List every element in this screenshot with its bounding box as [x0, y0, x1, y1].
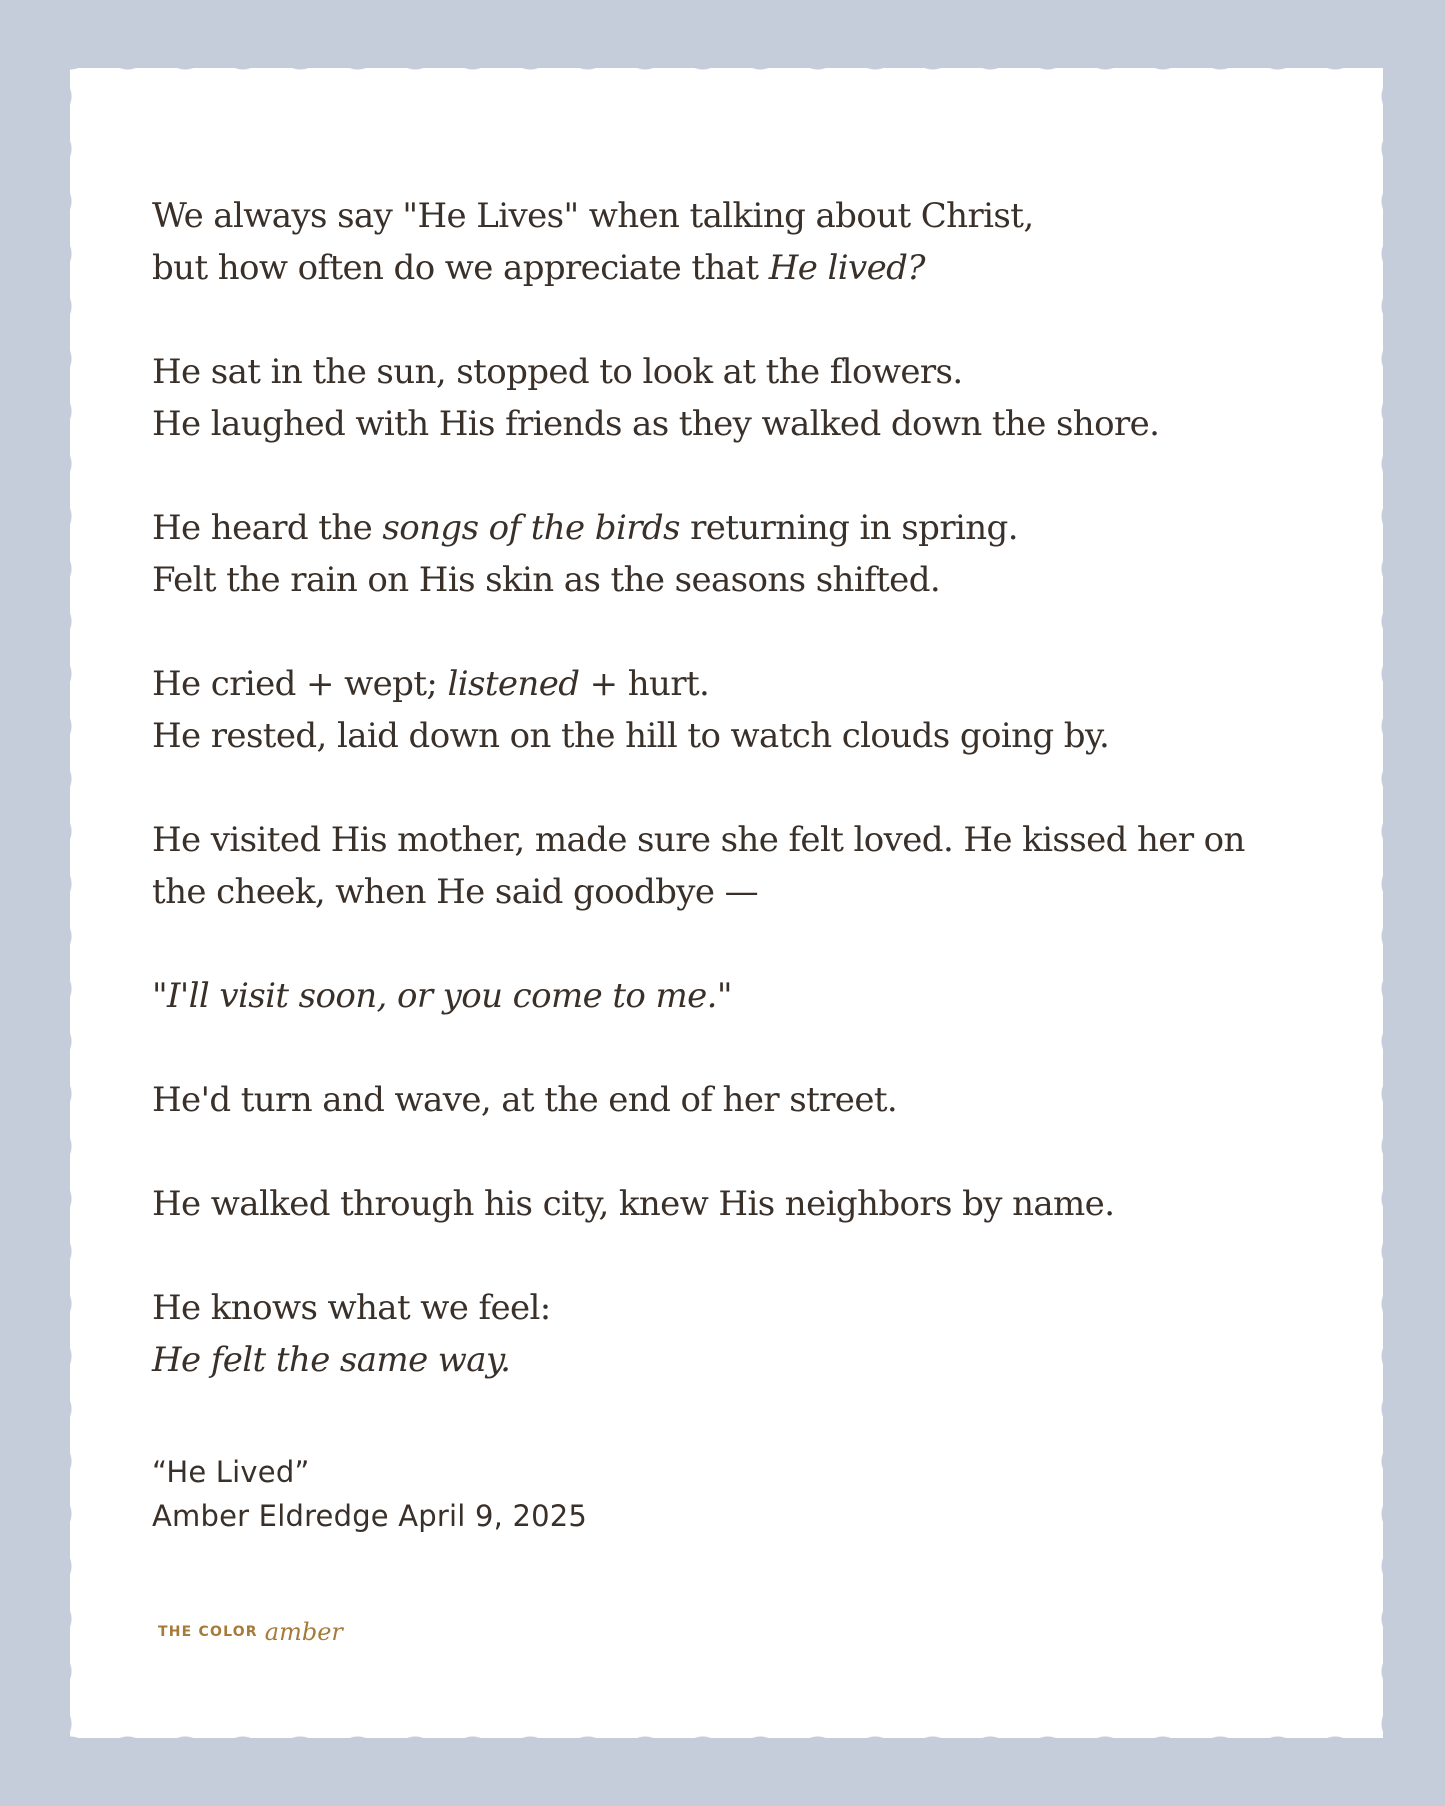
poem-text: He heard the — [152, 508, 383, 548]
poem-line: We always say "He Lives" when talking about Christ, — [152, 196, 1034, 236]
poem-line — [152, 658, 1292, 710]
poem-line: He rested, laid down on the hill to watch clouds going by. — [152, 716, 1110, 756]
poem-emphasis: He lived? — [768, 248, 925, 288]
poem-line: He sat in the sun, stopped to look at the flowers. — [152, 352, 963, 392]
poem-line: He laughed with His friends as they walked down the shore. — [152, 404, 1160, 444]
poem-emphasis: listened — [447, 664, 580, 704]
poem-text: He cried + wept; — [152, 664, 448, 704]
poem — [152, 190, 1292, 1438]
stanza-7 — [152, 1074, 1292, 1126]
stanza-5 — [152, 814, 1272, 918]
author-date: Amber Eldredge April 9, 2025 — [152, 1499, 588, 1533]
poem-text: but how often do we appreciate that — [152, 248, 769, 288]
stanza-2 — [152, 346, 1292, 450]
poem-text: returning in spring. — [679, 508, 1018, 548]
poem-line: He'd turn and wave, at the end of her street. — [152, 1080, 898, 1120]
poem-credit — [152, 1450, 587, 1538]
stanza-4 — [152, 658, 1292, 762]
poem-line — [152, 502, 1292, 554]
stanza-9 — [152, 1282, 1292, 1386]
poem-line: He visited His mother, made sure she felt loved. He kissed her on the cheek, when He said goodbye — — [152, 820, 1245, 912]
stanza-3 — [152, 502, 1292, 606]
poem-line: Felt the rain on His skin as the seasons shifted. — [152, 560, 941, 600]
brand-script: amber — [264, 1618, 343, 1646]
poem-line: He knows what we feel: — [152, 1288, 551, 1328]
poem-title: “He Lived” — [152, 1455, 310, 1489]
poem-line: He walked through his city, knew His neighbors by name. — [152, 1184, 1115, 1224]
stanza-8 — [152, 1178, 1292, 1230]
poem-emphasis: songs of the birds — [382, 508, 680, 548]
poem-emphasis: He felt the same way. — [152, 1340, 511, 1380]
poem-line — [152, 242, 1292, 294]
poem-text: + hurt. — [579, 664, 710, 704]
stanza-6 — [152, 970, 1292, 1022]
brand-caps: THE COLOR — [158, 1624, 258, 1640]
stanza-1 — [152, 190, 1292, 294]
poem-quote: "I'll visit soon, or you come to me." — [152, 976, 732, 1016]
brand-logo — [158, 1618, 343, 1646]
